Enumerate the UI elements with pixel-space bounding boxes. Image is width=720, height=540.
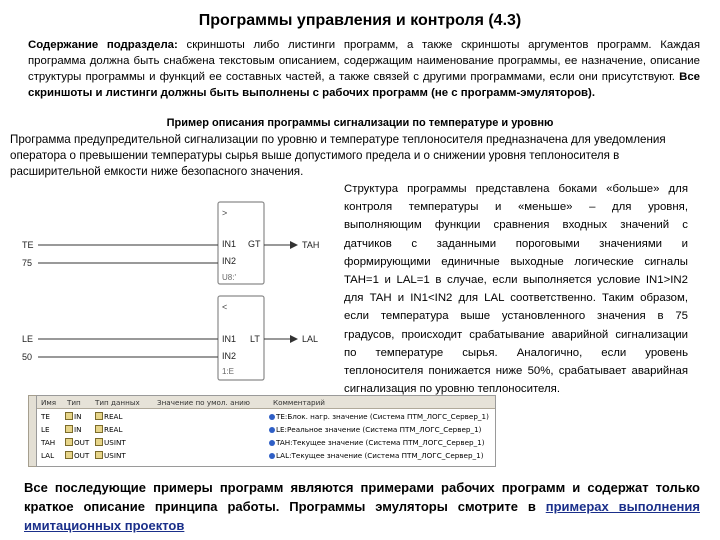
cell-name: LAL xyxy=(41,451,55,460)
program-purpose-paragraph: Программа предупредительной сигнализации по уровню и температуре теплоносителя предназначена для уведомления оператора о превышении температуры сырья выше допустимого предела и о снижении уровня теплоносителя в расширительной емкости ниже безопасного значения. xyxy=(10,133,666,178)
link-icon xyxy=(269,453,275,459)
cell-dtype: USINT xyxy=(95,438,126,447)
gt-block-in2: IN2 xyxy=(222,256,237,266)
col-default: Значение по умол. анию xyxy=(157,398,250,407)
intro-bold-text: Все скриншоты и листинги должны быть выполнены с рабочих программ (не с программ-эмуляторов). xyxy=(28,71,700,99)
cell-comment: TE:Блок. нагр. значение (Система ПТМ_ЛОГС_Сервер_1) xyxy=(269,412,489,421)
output-lal-arrow xyxy=(290,335,298,343)
closing-paragraph xyxy=(24,478,700,535)
datatype-icon xyxy=(95,451,103,459)
cell-name: TE xyxy=(41,412,50,421)
output-tah-arrow xyxy=(290,241,298,249)
col-type: Тип xyxy=(67,398,81,407)
emulator-examples-link[interactable]: примерах выполнения имитационных проектов xyxy=(24,499,700,533)
link-icon xyxy=(269,440,275,446)
section-intro xyxy=(28,37,700,101)
input-50-label: 50 xyxy=(22,352,33,362)
link-icon xyxy=(269,414,275,420)
cell-name: TAH xyxy=(41,438,56,447)
col-dtype: Тип данных xyxy=(95,398,140,407)
structure-description: Структура программы представлена боками «больше» для контроля температуры и «меньше» – для уровня, выполняющим функции сравнения входных значений с датчиков с заданными пороговыми значениями и формирующими единичные выходные логические сигналы TAH=1 и LAL=1 в случае, если выполняется условие IN1>IN2 для TAH и IN1<IN2 для LAL соответственно. Таким образом, если температура выше установленного значения в 75 градусов, происходит срабатывание аварийной сигнализации по температуре сырья. Аналогично, если уровень теплоносителя понижается ниже 50%, срабатывает аварийная сигнализация по уровню теплоносителя. xyxy=(344,183,688,396)
out-pin-icon xyxy=(65,438,73,446)
input-75-label: 75 xyxy=(22,258,33,268)
intro-label: Содержание подраздела: xyxy=(28,39,178,51)
gt-block-extra: U8:' xyxy=(222,273,236,282)
in-pin-icon xyxy=(65,425,73,433)
datatype-icon xyxy=(95,412,103,420)
table-header xyxy=(37,396,495,409)
output-tah-label: TAH xyxy=(302,240,320,250)
cell-type: OUT xyxy=(65,451,89,460)
col-comment: Комментарий xyxy=(273,398,325,407)
cell-comment: TAH:Текущее значение (Система ПТМ_ЛОГС_Сервер_1) xyxy=(269,438,485,447)
lt-block-in2: IN2 xyxy=(222,351,237,361)
cell-dtype: USINT xyxy=(95,451,126,460)
example-subtitle: Пример описания программы сигнализации по температуре и уровню xyxy=(166,117,554,129)
cell-comment: LE:Реальное значение (Система ПТМ_ЛОГС_Сервер_1) xyxy=(269,425,481,434)
cell-type: OUT xyxy=(65,438,89,447)
in-pin-icon xyxy=(65,412,73,420)
col-name: Имя xyxy=(41,398,57,407)
input-le-label: LE xyxy=(22,334,34,344)
link-icon xyxy=(269,427,275,433)
lt-block-symbol: < xyxy=(222,302,228,312)
output-lal-label: LAL xyxy=(302,334,319,344)
input-te-label: TE xyxy=(22,240,34,250)
page-title: Программы управления и контроля (4.3) xyxy=(198,12,522,29)
table-row[interactable] xyxy=(37,449,495,461)
cell-dtype: REAL xyxy=(95,425,122,434)
cell-dtype: REAL xyxy=(95,412,122,421)
lt-block-out: LT xyxy=(250,334,260,344)
gt-block-symbol: > xyxy=(222,208,228,218)
datatype-icon xyxy=(95,425,103,433)
intro-text: скриншоты либо листинги программ, а также скриншоты аргументов программ. Каждая программа должна быть снабжена текстовым описанием, содержащим наименование программы, ее назначение, описание структуры программы и функций ее составных частей, а также связей с другими программами, если они присутствуют. xyxy=(28,39,701,83)
variables-table xyxy=(36,395,496,467)
cell-name: LE xyxy=(41,425,50,434)
gt-block-out: GT xyxy=(248,239,261,249)
cell-comment: LAL:Текущее значение (Система ПТМ_ЛОГС_Сервер_1) xyxy=(269,451,484,460)
lt-block-in1: IN1 xyxy=(222,334,237,344)
table-row[interactable] xyxy=(37,410,495,422)
datatype-icon xyxy=(95,438,103,446)
function-block-diagram xyxy=(18,182,338,390)
out-pin-icon xyxy=(65,451,73,459)
closing-text: Все последующие примеры программ являются примерами рабочих программ и содержат только краткое описание принципа работы. Программы эмуляторы смотрите в xyxy=(24,480,700,514)
lt-block-extra: 1:E xyxy=(222,367,235,376)
table-row[interactable] xyxy=(37,436,495,448)
table-row[interactable] xyxy=(37,423,495,435)
cell-type: IN xyxy=(65,425,82,434)
gt-block-in1: IN1 xyxy=(222,239,237,249)
cell-type: IN xyxy=(65,412,82,421)
